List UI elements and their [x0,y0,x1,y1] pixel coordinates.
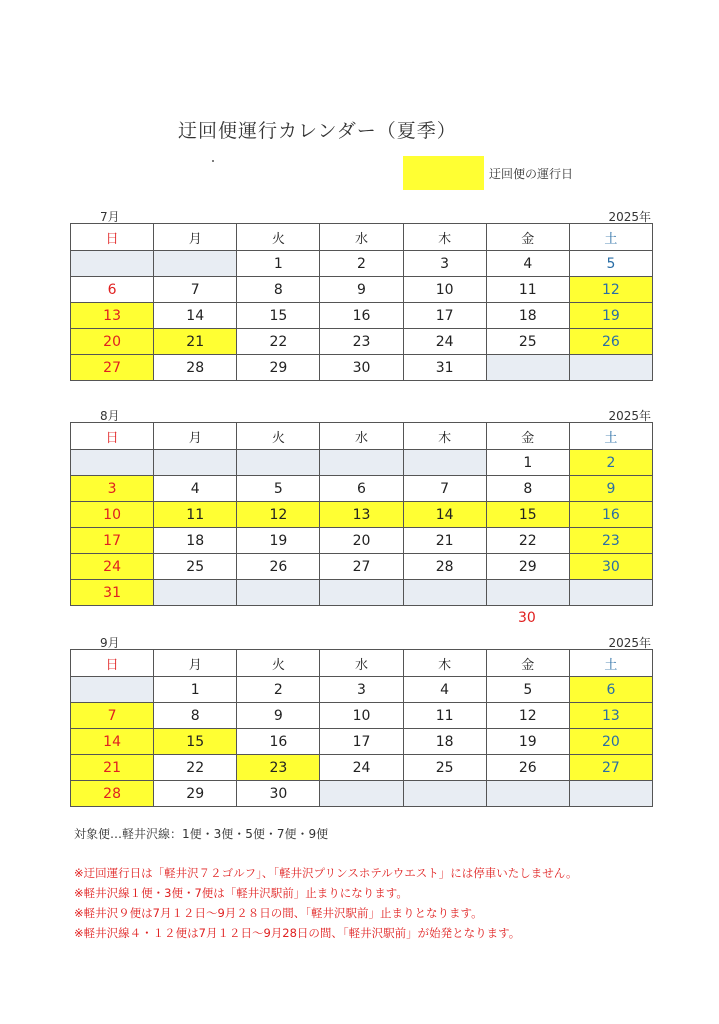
year-label: 2025年 [608,636,651,650]
day-cell: 10 [403,277,486,303]
day-cell: 3 [71,476,154,502]
day-cell: 20 [320,528,403,554]
day-cell: 23 [320,329,403,355]
weekday-header: 木 [403,224,486,251]
day-cell: 18 [403,729,486,755]
day-cell: 8 [237,277,320,303]
day-cell: 4 [486,251,569,277]
empty-cell [403,781,486,807]
empty-cell [486,580,569,606]
day-cell: 3 [403,251,486,277]
week-row [71,580,653,606]
empty-cell [320,781,403,807]
day-cell: 1 [154,677,237,703]
weekday-header: 日 [71,650,154,677]
empty-cell [71,450,154,476]
month-label: 8月 [100,409,120,423]
note-line: ※迂回運行日は「軽井沢７２ゴルフ」、「軽井沢プリンスホテルウエスト」には停車いたしません。 [74,866,578,880]
calendar-table [70,422,653,606]
day-cell: 8 [486,476,569,502]
day-cell: 29 [237,355,320,381]
day-cell: 9 [569,476,652,502]
weekday-row [71,650,653,677]
empty-cell [71,677,154,703]
day-cell: 27 [71,355,154,381]
day-cell: 11 [154,502,237,528]
day-cell: 9 [237,703,320,729]
day-cell: 21 [71,755,154,781]
day-cell: 28 [403,554,486,580]
day-cell: 19 [569,303,652,329]
day-cell: 21 [154,329,237,355]
day-cell: 22 [237,329,320,355]
legend-swatch [403,156,484,190]
weekday-header: 日 [71,423,154,450]
day-cell: 30 [569,554,652,580]
day-cell: 6 [320,476,403,502]
day-cell: 30 [237,781,320,807]
day-cell: 24 [403,329,486,355]
day-cell: 18 [154,528,237,554]
day-cell: 17 [320,729,403,755]
weekday-header: 金 [486,650,569,677]
weekday-header: 月 [154,650,237,677]
day-cell: 6 [569,677,652,703]
month-header [70,634,653,649]
day-cell: 15 [154,729,237,755]
day-cell: 7 [154,277,237,303]
note-line: ※軽井沢線４・１２便は7月１２日～9月28日の間、「軽井沢駅前」が始発となります。 [74,926,521,940]
day-cell: 10 [320,703,403,729]
empty-cell [237,450,320,476]
week-row [71,703,653,729]
day-cell: 29 [486,554,569,580]
day-cell: 27 [569,755,652,781]
day-cell: 7 [71,703,154,729]
week-row [71,355,653,381]
day-cell: 3 [320,677,403,703]
day-cell: 22 [486,528,569,554]
weekday-header: 木 [403,650,486,677]
weekday-header: 水 [320,650,403,677]
empty-cell [237,580,320,606]
day-cell: 9 [320,277,403,303]
year-label: 2025年 [608,409,651,423]
calendar-september [70,634,653,807]
weekday-header: 月 [154,224,237,251]
empty-cell [403,450,486,476]
day-cell: 4 [403,677,486,703]
day-cell: 6 [71,277,154,303]
day-cell: 10 [71,502,154,528]
day-cell: 2 [320,251,403,277]
empty-cell [154,450,237,476]
day-cell: 20 [569,729,652,755]
weekday-header: 木 [403,423,486,450]
day-cell: 28 [71,781,154,807]
note-line: ※軽井沢９便は7月１２日～9月２８日の間、「軽井沢駅前」止まりとなります。 [74,906,483,920]
day-cell: 26 [569,329,652,355]
day-cell: 23 [237,755,320,781]
day-cell: 13 [569,703,652,729]
day-cell: 17 [71,528,154,554]
day-cell: 12 [569,277,652,303]
week-row [71,755,653,781]
year-label: 2025年 [608,210,651,224]
calendar-august [70,407,653,606]
week-row [71,450,653,476]
day-cell: 22 [154,755,237,781]
stray-dot [212,160,214,162]
empty-cell [154,251,237,277]
day-cell: 29 [154,781,237,807]
day-cell: 16 [237,729,320,755]
weekday-row [71,423,653,450]
empty-cell [320,450,403,476]
note-line: ※軽井沢線１便・3便・7便は「軽井沢駅前」止まりになります。 [74,886,408,900]
day-cell: 7 [403,476,486,502]
day-cell: 15 [486,502,569,528]
weekday-header: 火 [237,423,320,450]
empty-cell [569,580,652,606]
calendar-july [70,208,653,381]
day-cell: 11 [403,703,486,729]
legend-label: 迂回便の運行日 [489,167,574,181]
week-row [71,251,653,277]
week-row [71,502,653,528]
weekday-header: 金 [486,423,569,450]
weekday-header: 土 [569,423,652,450]
day-cell: 18 [486,303,569,329]
day-cell: 26 [237,554,320,580]
day-cell: 12 [486,703,569,729]
day-cell: 19 [486,729,569,755]
day-cell: 5 [569,251,652,277]
day-cell: 5 [486,677,569,703]
day-cell: 17 [403,303,486,329]
day-cell: 14 [403,502,486,528]
day-cell: 30 [320,355,403,381]
day-cell: 14 [154,303,237,329]
weekday-header: 日 [71,224,154,251]
empty-cell [486,781,569,807]
day-cell: 2 [569,450,652,476]
month-header [70,407,653,422]
day-cell: 14 [71,729,154,755]
day-cell: 8 [154,703,237,729]
day-cell: 11 [486,277,569,303]
stray-number: 30 [518,610,536,626]
weekday-header: 火 [237,224,320,251]
day-cell: 21 [403,528,486,554]
day-cell: 5 [237,476,320,502]
week-row [71,528,653,554]
day-cell: 1 [486,450,569,476]
day-cell: 2 [237,677,320,703]
empty-cell [320,580,403,606]
empty-cell [569,355,652,381]
notes [74,863,577,943]
empty-cell [154,580,237,606]
weekday-header: 水 [320,423,403,450]
day-cell: 25 [486,329,569,355]
empty-cell [403,580,486,606]
weekday-header: 月 [154,423,237,450]
week-row [71,554,653,580]
day-cell: 26 [486,755,569,781]
day-cell: 16 [569,502,652,528]
day-cell: 19 [237,528,320,554]
month-label: 9月 [100,636,120,650]
week-row [71,329,653,355]
day-cell: 16 [320,303,403,329]
day-cell: 25 [403,755,486,781]
day-cell: 27 [320,554,403,580]
calendar-table [70,223,653,381]
week-row [71,677,653,703]
weekday-header: 金 [486,224,569,251]
empty-cell [569,781,652,807]
weekday-header: 水 [320,224,403,251]
day-cell: 15 [237,303,320,329]
day-cell: 31 [71,580,154,606]
weekday-header: 火 [237,650,320,677]
day-cell: 13 [320,502,403,528]
day-cell: 1 [237,251,320,277]
day-cell: 4 [154,476,237,502]
day-cell: 12 [237,502,320,528]
week-row [71,277,653,303]
week-row [71,729,653,755]
day-cell: 31 [403,355,486,381]
weekday-row [71,224,653,251]
week-row [71,476,653,502]
week-row [71,303,653,329]
week-row [71,781,653,807]
weekday-header: 土 [569,650,652,677]
empty-cell [71,251,154,277]
day-cell: 24 [71,554,154,580]
day-cell: 24 [320,755,403,781]
calendar-table [70,649,653,807]
day-cell: 25 [154,554,237,580]
page-title: 迂回便運行カレンダー（夏季） [178,120,457,142]
month-header [70,208,653,223]
day-cell: 28 [154,355,237,381]
month-label: 7月 [100,210,120,224]
target-services: 対象便…軽井沢線：1便・3便・5便・7便・9便 [74,827,329,841]
empty-cell [486,355,569,381]
day-cell: 23 [569,528,652,554]
day-cell: 13 [71,303,154,329]
day-cell: 20 [71,329,154,355]
weekday-header: 土 [569,224,652,251]
